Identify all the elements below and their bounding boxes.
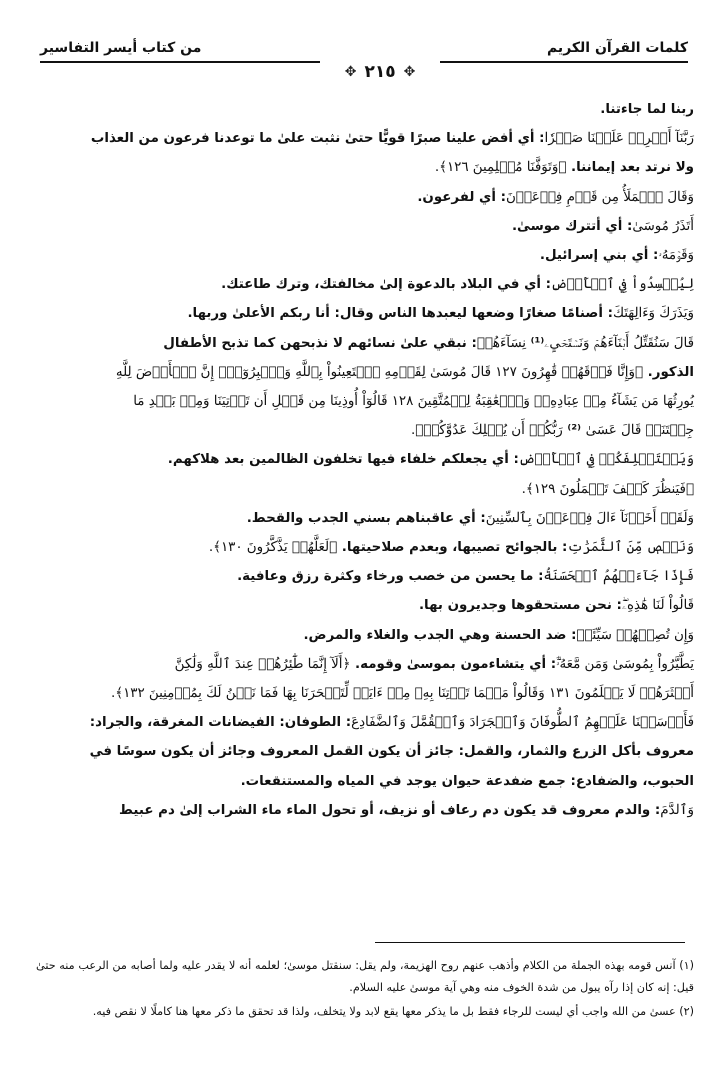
text-line (36, 621, 694, 650)
text-line (36, 299, 694, 328)
explanation-text: : أي يجعلكم خلفاء فيها تخلفون الظالمين بعد هلاكهم. (167, 452, 519, 468)
explanation-text: ⁽¹⁾ (526, 335, 545, 351)
explanation-text: : أصنامًا صغارًا وضعها ليعبدها الناس وقال: أنا ربكم الأعلىٰ وربها. (187, 306, 613, 322)
explanation-text: ربنا لما جاءتنا. (600, 102, 694, 117)
footnote: (١) آنس قومه بهذه الجملة من الكلام وأذهب عنهم روح الهزيمة، ولم يقل: سنقتل موسىٰ؛ لعلمه أنه لا يقدر عليه ولما أصابه من الرعب منه حتىٰ قيل: إنه كان إذا رآه يبول من شدة الخوف منه وهي آية موسىٰ عليه السلام. (36, 959, 694, 994)
source-book-title: من كتاب أيسر التفاسير (40, 40, 202, 56)
quran-phrase: وَإِن تُصِبۡهُمۡ سَيِّئَةٞ (576, 627, 694, 643)
ornament-icon: ✥ (344, 64, 357, 80)
quran-phrase: فَأَرۡسَلۡنَا عَلَيۡهِمُ ٱلطُّوفَانَ وَٱلۡجَرَادَ وَٱلۡقُمَّلَ وَٱلضَّفَادِعَ (351, 715, 694, 731)
tafsir-body (36, 95, 694, 825)
explanation-text: : نبقي علىٰ نسائهم لا نذبحهن كما تذبح الأطفال (163, 335, 477, 351)
explanation-text: : أي أفض علينا صبرًا قويًّا حتىٰ نثبت علىٰ ما توعدنا فرعون من العذاب (90, 131, 545, 147)
quran-phrase: وَيَذَرَكَ وَءَالِهَتَكَ (612, 306, 694, 322)
text-line (36, 475, 694, 504)
text-line (36, 650, 694, 679)
explanation-text: : أي عاقبناهم بسني الجدب والقحط. (246, 510, 486, 526)
quran-phrase: يَطَّيَّرُواْ بِمُوسَىٰ وَمَن مَّعَهُۥٓۗ (556, 656, 694, 672)
text-line (36, 124, 694, 153)
ornament-icon: ✥ (403, 64, 416, 80)
quran-phrase: قَالَ سَنُقَتِّلُ أَبۡنَآءَهُمۡ وَنَسۡتَحۡيِۦ (544, 335, 694, 351)
explanation-text: : والدم معروف قد يكون دم رعاف أو نزيف، أو تحول الماء ماء الشراب إلىٰ دم عبيط (119, 802, 661, 818)
quran-phrase: ﴿وَتَوَفَّنَا مُسۡلِمِينَ ١٢٦﴾. (434, 160, 567, 176)
quran-phrase: أَتَذَرُ مُوسَىٰ (632, 218, 694, 234)
explanation-text: : الطوفان: الفيضانات المغرقة، والجراد: (89, 715, 352, 731)
text-line (36, 679, 694, 708)
text-line (36, 562, 694, 591)
quran-phrase: رَبُّكُمۡ أَن يُهۡلِكَ عَدُوَّكُمۡ﴾. (411, 423, 563, 439)
quran-phrase: وَقَالَ ٱلۡمَلَأُ مِن قَوۡمِ فِرۡعَوۡنَ (505, 189, 694, 205)
text-line (36, 445, 694, 474)
text-line (36, 329, 694, 358)
explanation-text: الحبوب، والضفادع: جمع ضفدعة حيوان يوجد في المياه والمستنقعات. (240, 773, 694, 789)
quran-phrase: أَكۡثَرَهُمۡ لَا يَعۡلَمُونَ ١٣١ وَقَالُواْ مَهۡمَا تَأۡتِنَا بِهِۦ مِنۡ ءَايَةٖ لِّتَسۡحَرَنَا بِهَا فَمَا نَحۡنُ لَكَ بِمُؤۡمِنِينَ ١٣٢﴾. (110, 686, 694, 702)
quran-phrase: ﴿لَعَلَّهُمۡ يَذَّكَّرُونَ ١٣٠﴾. (208, 540, 338, 556)
text-line (36, 183, 694, 212)
explanation-text: : ضد الحسنة وهي الجدب والغلاء والمرض. (303, 627, 577, 643)
text-line (36, 796, 694, 825)
quran-phrase: وَلَقَدۡ أَخَذۡنَآ ءَالَ فِرۡعَوۡنَ بِٱلسِّنِينَ (485, 510, 694, 526)
explanation-text: : نحن مستحقوها وجديرون بها. (418, 598, 622, 614)
quran-phrase: ﴿أَلَآ إِنَّمَا طَٰٓئِرُهُمۡ عِندَ ٱللَّهِ وَلَٰكِنَّ (174, 656, 351, 672)
quran-phrase: وَيَسۡتَخۡلِفَكُمۡ فِي ٱلۡأَرۡضِ (518, 452, 694, 468)
explanation-text: الذكور. (643, 364, 694, 380)
text-line (36, 504, 694, 533)
text-line (36, 767, 694, 796)
explanation-text: معروف بأكل الزرع والثمار، والقمل: جائز أن يكون القمل المعروف وجائز أن يكون سوسًا في (89, 744, 694, 760)
quran-phrase: ﴿فَيَنظُرَ كَيۡفَ تَعۡمَلُونَ ١٢٩﴾. (521, 481, 694, 497)
text-line (36, 358, 694, 387)
quran-phrase: نِسَآءَهُمۡ (476, 335, 527, 351)
quran-phrase: قَالُواْ لَنَا هَٰذِهِۦۖ (621, 598, 694, 614)
text-line (36, 708, 694, 737)
footnote-rule (375, 942, 685, 943)
text-line (36, 416, 694, 445)
quran-phrase: فَإِذَا جَآءَتۡهُمُ ٱلۡحَسَنَةُ (543, 569, 694, 585)
explanation-text: : أي لفرعون. (417, 189, 506, 205)
quran-phrase: رَبَّنَآ أَفۡرِغۡ عَلَيۡنَا صَبۡرٗا (544, 131, 694, 147)
explanation-text: : أي بني إسرائيل. (539, 248, 659, 264)
explanation-text: : ما يحسن من خصب ورخاء وكثرة رزق وعافية. (237, 569, 544, 585)
quran-phrase: وَقَوۡمَهُۥ (658, 248, 694, 264)
explanation-text: : بالجوائح تصيبها، وبعدم صلاحيتها. (337, 540, 568, 556)
quran-phrase: وَنَقۡصٖ مِّنَ ٱلثَّمَرَٰتِ (567, 540, 694, 556)
quran-phrase: لِيُفۡسِدُواْ فِي ٱلۡأَرۡضِ (550, 277, 694, 293)
explanation-text: ⁽²⁾ (562, 423, 586, 439)
explanation-text: ولا نرتد بعد إيماننا. (566, 160, 694, 176)
footnotes (36, 955, 694, 1025)
quran-phrase: يُورِثُهَا مَن يَشَآءُ مِنۡ عِبَادِهِۦۖ وَٱلۡعَٰقِبَةُ لِلۡمُتَّقِينَ ١٢٨ قَالُوٓاْ أُوذِينَا مِن قَبۡلِ أَن تَأۡتِيَنَا وَمِنۢ بَعۡدِ مَا (133, 394, 694, 410)
explanation-text: : أي في البلاد بالدعوة إلىٰ مخالفتك، وترك طاعتك. (221, 277, 551, 293)
text-line (36, 387, 694, 416)
text-line (36, 241, 694, 270)
book-title: كلمات القرآن الكريم (546, 40, 688, 56)
explanation-text: : أي يتشاءمون بموسىٰ وقومه. (350, 656, 557, 672)
running-header (40, 36, 688, 60)
text-line (36, 737, 694, 766)
quran-phrase: وَٱلدَّمَ (660, 802, 694, 818)
text-line (36, 591, 694, 620)
text-line (36, 153, 694, 182)
quran-phrase: جِئۡتَنَاۚ قَالَ عَسَىٰ (585, 423, 694, 439)
text-line (36, 95, 694, 124)
page-number-ornament (320, 58, 440, 86)
footnote: (٢) عسىٰ من الله واجب أي ليست للرجاء فقط بل ما يذكر معها يقع لابد ولا يتخلف، ولذا قد تحقق ما ذكر معها هنا كاملًا لا نقص فيه. (92, 1005, 694, 1018)
quran-phrase: ﴿وَإِنَّا فَوۡقَهُمۡ قَٰهِرُونَ ١٢٧ قَالَ مُوسَىٰ لِقَوۡمِهِ ٱسۡتَعِينُواْ بِٱللَّهِ وَٱصۡبِرُوٓاْۖ إِنَّ ٱلۡأَرۡضَ لِلَّهِ (115, 364, 643, 380)
explanation-text: : أي أتترك موسىٰ. (511, 218, 633, 234)
text-line (36, 212, 694, 241)
page-number: ٢١٥ (364, 62, 396, 82)
text-line (36, 270, 694, 299)
text-line (36, 533, 694, 562)
